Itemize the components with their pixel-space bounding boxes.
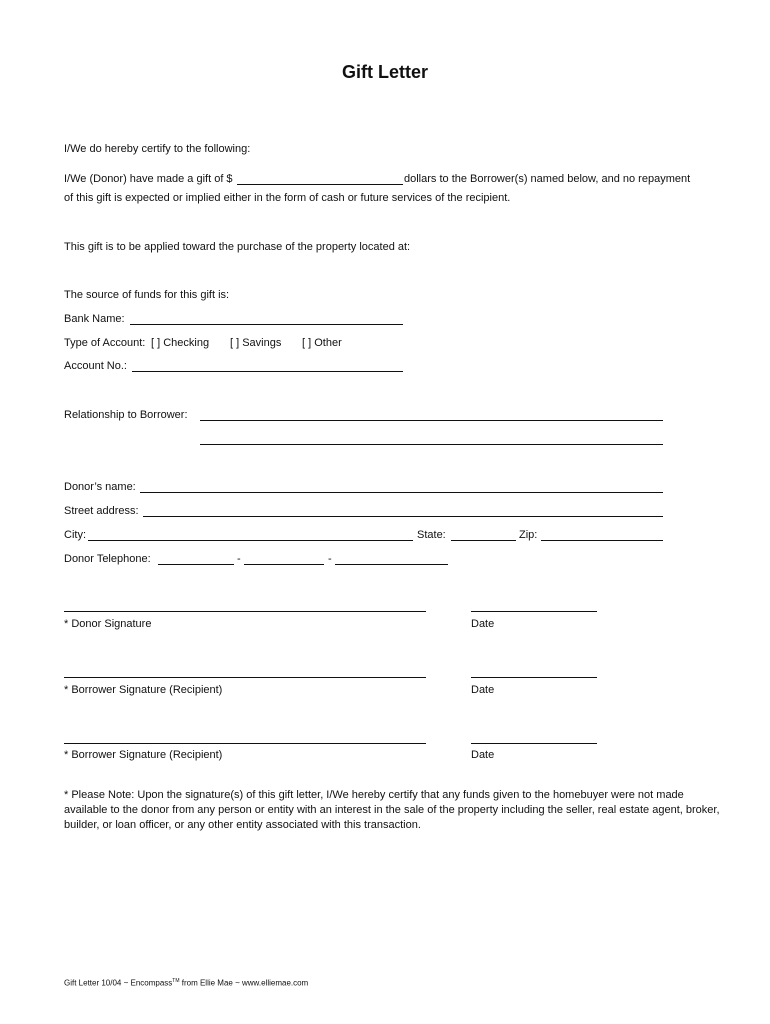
account-type-label: Type of Account: <box>64 337 146 349</box>
donor-name-field[interactable] <box>140 480 663 493</box>
account-number-label: Account No.: <box>64 360 127 372</box>
intro-text: I/We do hereby certify to the following: <box>64 143 251 155</box>
footer-left-text: Gift Letter 10/04 ~ Encompass <box>64 978 173 988</box>
account-number-field[interactable] <box>132 359 403 372</box>
footer-right-text: from Ellie Mae ~ www.elliemae.com <box>179 978 309 988</box>
borrower-signature-field-2[interactable] <box>64 731 426 744</box>
borrower-signature-field-1[interactable] <box>64 665 426 678</box>
gift-prefix-text: I/We (Donor) have made a gift of $ <box>64 173 233 185</box>
relationship-field[interactable] <box>200 408 663 421</box>
property-text: This gift is to be applied toward the purchase of the property located at: <box>64 241 411 253</box>
page-footer <box>64 976 308 989</box>
state-field[interactable] <box>451 528 516 541</box>
page-title: Gift Letter <box>341 62 428 82</box>
street-address-label: Street address: <box>64 505 139 517</box>
zip-field[interactable] <box>541 528 663 541</box>
borrower-date-field-2[interactable] <box>471 731 597 744</box>
borrower-date-label-2: Date <box>471 749 495 761</box>
donor-date-field[interactable] <box>471 599 597 612</box>
phone-prefix-field[interactable] <box>244 552 324 565</box>
borrower-signature-label-2: * Borrower Signature (Recipient) <box>64 749 223 761</box>
city-field[interactable] <box>88 528 413 541</box>
trademark-mark: TM <box>172 978 180 984</box>
gift-terms-text: of this gift is expected or implied either in the form of cash or future services of the recipient. <box>64 192 511 204</box>
borrower-date-label-1: Date <box>471 684 495 696</box>
relationship-label: Relationship to Borrower: <box>64 409 188 421</box>
donor-telephone-label: Donor Telephone: <box>64 553 151 565</box>
donor-signature-label: * Donor Signature <box>64 618 152 630</box>
savings-checkbox[interactable]: [ ] Savings <box>230 337 282 349</box>
borrower-signature-label-1: * Borrower Signature (Recipient) <box>64 684 223 696</box>
phone-area-code-field[interactable] <box>158 552 234 565</box>
certification-note: * Please Note: Upon the signature(s) of this gift letter, I/We hereby certify that any funds given to the homebuyer were not made available to the donor from any person or entity with an interest in the sale of the property including the seller, real estate agent, broker, builder, or loan officer, or any other entity associated with this transaction. <box>64 789 720 831</box>
donor-date-label: Date <box>471 618 495 630</box>
donor-name-label: Donor’s name: <box>64 481 136 493</box>
city-label: City: <box>64 529 86 541</box>
phone-dash-2: - <box>328 553 332 565</box>
gift-suffix-text: dollars to the Borrower(s) named below, and no repayment <box>404 173 691 185</box>
relationship-field-2[interactable] <box>200 432 663 445</box>
bank-name-label: Bank Name: <box>64 313 125 325</box>
street-address-field[interactable] <box>143 504 663 517</box>
donor-signature-field[interactable] <box>64 599 426 612</box>
gift-amount-field[interactable] <box>237 173 403 185</box>
other-checkbox[interactable]: [ ] Other <box>302 337 342 349</box>
phone-number-field[interactable] <box>335 552 448 565</box>
checking-checkbox[interactable]: [ ] Checking <box>151 337 210 349</box>
zip-label: Zip: <box>519 529 538 541</box>
phone-dash-1: - <box>237 553 241 565</box>
funds-heading: The source of funds for this gift is: <box>64 289 230 301</box>
state-label: State: <box>417 529 446 541</box>
bank-name-field[interactable] <box>130 312 403 325</box>
borrower-date-field-1[interactable] <box>471 665 597 678</box>
